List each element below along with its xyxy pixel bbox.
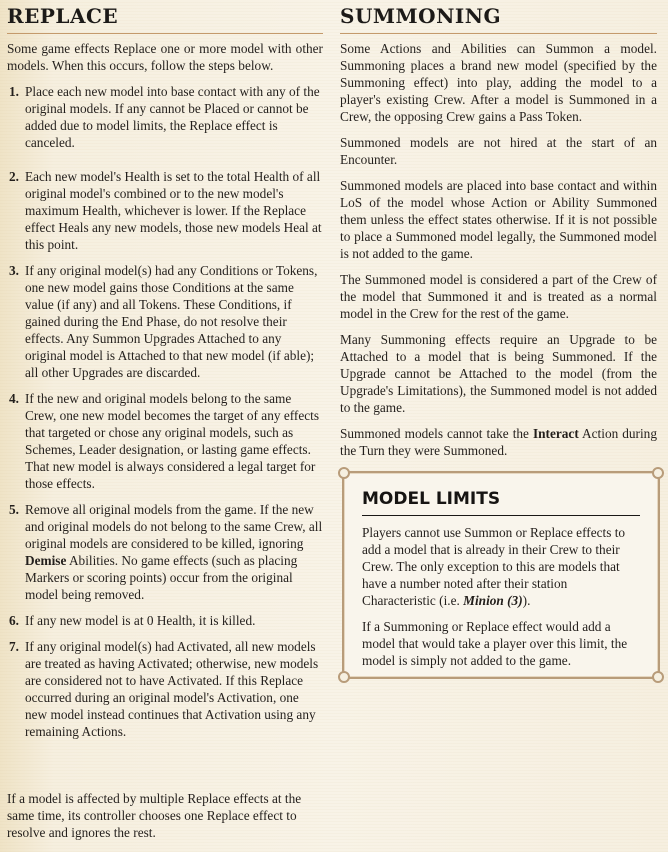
box-corner-ornament xyxy=(338,467,350,479)
replace-closing: If a model is affected by multiple Replace effects at the same time, its controller chooses one Replace effect to resolve and ignores the rest. xyxy=(7,791,302,840)
step-7: 7. If any original model(s) had Activated, all new models are treated as having Activated; otherwise, new models are considered not to have Activated. If this Replace occurred during an original model's Activation, one new model instead continues that Activation using any remaining Actions. xyxy=(9,639,319,739)
summoning-paragraph: Summoned models are placed into base contact and within LoS of the model whose Action or Ability Summoned them unless the effect states otherwise. If it is not possible to place a Summoned model legally, the Summoned model is not added to the game. xyxy=(340,178,657,261)
title-divider xyxy=(340,33,657,34)
box-title-divider xyxy=(362,515,640,516)
summoning-paragraph: The Summoned model is considered a part of the Crew of the model that Summoned it and is treated as a normal model in the Crew for the rest of the game. xyxy=(340,272,657,321)
summoning-paragraph: Many Summoning effects require an Upgrade to be Attached to a model that is being Summoned. If the Upgrade cannot be Attached to the model (from the Upgrade's Limitations), the Summoned model is not added to the game. xyxy=(340,332,657,415)
replace-intro: Some game effects Replace one or more model with other models. When this occurs, follow the steps below. xyxy=(7,41,323,73)
step-5: 5. Remove all original models from the game. If the new and original models do not belong to the same Crew, all original models are considered to be killed, ignoring Demise Abilities. No game effects (such as placing Markers or scoring points) occur from the original model being removed. xyxy=(9,502,323,602)
step-3: 3. If any original model(s) had any Conditions or Tokens, one new model gains those Conditions at the same value (if any) and all Tokens. These Conditions, if gained during the End Phase, do not resolve their effects. Any Summon Upgrades Attached to any original model is Attached to that new model (if able); all other Upgrades are discarded. xyxy=(9,263,318,380)
title-divider xyxy=(7,33,323,34)
model-limits-paragraph: If a Summoning or Replace effect would add a model that would take a player over this limit, the model is simply not added to the game. xyxy=(362,619,628,668)
step-6: 6. If any new model is at 0 Health, it is killed. xyxy=(9,613,256,628)
replace-steps xyxy=(7,83,323,740)
summoning-section xyxy=(340,0,657,468)
interact-keyword: Interact xyxy=(532,426,579,441)
minion-example: Minion (3) xyxy=(463,593,523,608)
demise-keyword: Demise xyxy=(25,553,67,568)
summoning-interact-paragraph: Summoned models cannot take the Interact Action during the Turn they were Summoned. xyxy=(340,426,657,458)
step-4: 4. If the new and original models belong to the same Crew, one new model becomes the target of any effects that targeted or chose any original models, such as Schemes, Leader designation, or lasting game effects. That new model is always considered a legal target for those effects. xyxy=(9,391,320,491)
model-limits-title: MODEL LIMITS xyxy=(362,489,501,509)
model-limits-paragraph: Players cannot use Summon or Replace effects to add a model that is already in their Crew to their Crew. The only exception to this are models that have a number noted after their station Characteristic (i.e. Minion (3)). xyxy=(362,525,626,608)
box-corner-ornament xyxy=(652,467,664,479)
summoning-paragraph: Some Actions and Abilities can Summon a model. Summoning places a brand new model (specified by the Summoning effect) into play, adding the model to a player's existing Crew. After a model is Summoned in a Crew, the opposing Crew gains a Pass Token. xyxy=(340,41,657,124)
model-limits-box xyxy=(342,471,660,679)
step-2: 2. Each new model's Health is set to the total Health of all original model's combined or to the new model's maximum Health, whichever is lower. If the Replace effect Heals any new models, those new models Heal at this point. xyxy=(9,169,322,252)
box-corner-ornament xyxy=(338,671,350,683)
replace-title: REPLACE xyxy=(7,4,119,28)
summoning-paragraph: Summoned models are not hired at the start of an Encounter. xyxy=(340,135,657,167)
summoning-title: SUMMONING xyxy=(340,4,502,28)
step-1: 1. Place each new model into base contact with any of the original models. If any cannot be Placed or cannot be added due to model limits, the Replace effect is canceled. xyxy=(9,84,320,150)
replace-section xyxy=(7,0,323,749)
box-corner-ornament xyxy=(652,671,664,683)
